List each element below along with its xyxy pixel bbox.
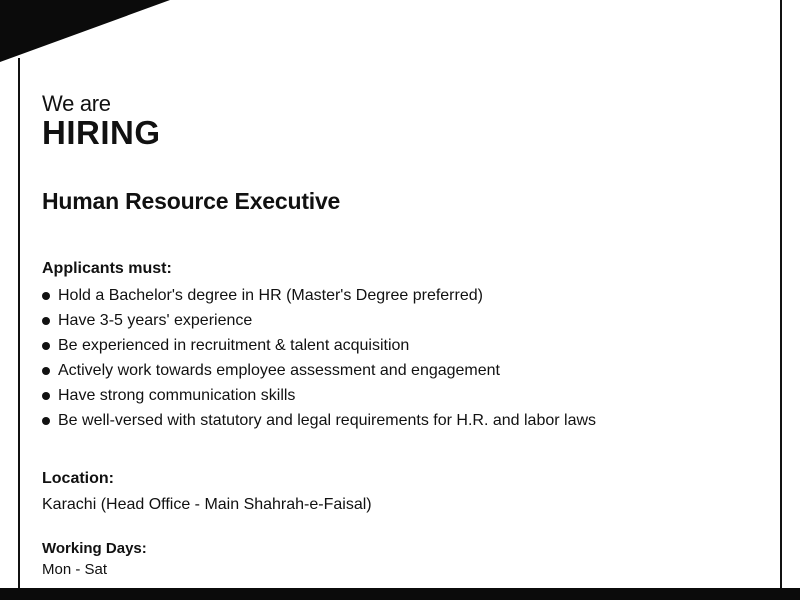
working-days-heading: Working Days: — [42, 540, 147, 557]
requirement-text: Be well-versed with statutory and legal requirements for H.R. and labor laws — [58, 412, 597, 429]
requirement-text: Hold a Bachelor's degree in HR (Master's Degree preferred) — [58, 287, 483, 304]
requirement-item — [42, 283, 762, 308]
bullet-icon — [42, 342, 50, 350]
requirement-item — [42, 408, 762, 433]
posting-content — [42, 92, 762, 579]
requirements-list — [42, 283, 762, 433]
requirement-text: Actively work towards employee assessment and engagement — [58, 362, 500, 379]
bullet-icon — [42, 292, 50, 300]
requirement-item — [42, 333, 762, 358]
bullet-icon — [42, 317, 50, 325]
location-heading: Location: — [42, 470, 114, 487]
bullet-icon — [42, 367, 50, 375]
hiring-kicker: We are — [42, 91, 111, 116]
requirement-item — [42, 358, 762, 383]
location-value: Karachi (Head Office - Main Shahrah-e-Faisal) — [42, 496, 372, 513]
left-border-line — [18, 58, 20, 588]
requirement-item — [42, 308, 762, 333]
requirement-text: Be experienced in recruitment & talent acquisition — [58, 337, 410, 354]
right-border-line — [780, 0, 782, 588]
requirements-heading: Applicants must: — [42, 260, 172, 277]
job-title: Human Resource Executive — [42, 188, 341, 214]
bullet-icon — [42, 417, 50, 425]
hiring-headline: HIRING — [42, 114, 161, 151]
working-days-value: Mon - Sat — [42, 561, 108, 578]
requirement-text: Have strong communication skills — [58, 387, 296, 404]
bottom-border-band — [0, 588, 800, 600]
requirement-text: Have 3-5 years' experience — [58, 312, 253, 329]
corner-decoration — [0, 0, 170, 62]
bullet-icon — [42, 392, 50, 400]
requirement-item — [42, 383, 762, 408]
